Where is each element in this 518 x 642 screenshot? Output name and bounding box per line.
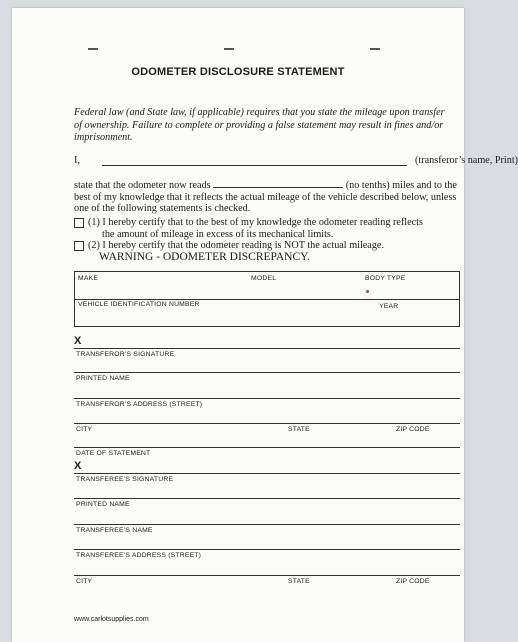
certification-2-text: (2) I hereby certify that the odometer reading is NOT the actual mileage. xyxy=(88,240,384,251)
transferee-name-line[interactable] xyxy=(74,524,460,525)
vehicle-box-divider xyxy=(75,299,459,300)
transferor-printed-name-line[interactable] xyxy=(74,372,460,373)
federal-law-notice: Federal law (and State law, if applicable) requires that you state the mileage upon transfer of ownership. Failure to complete or providing a false statement may result in fines and/or imprisonment. xyxy=(74,107,445,143)
transferor-date-line[interactable] xyxy=(74,447,460,448)
form-title: ODOMETER DISCLOSURE STATEMENT xyxy=(131,66,345,78)
transferor-city-label: CITY xyxy=(76,426,93,433)
transferor-signature-label: TRANSFEROR’S SIGNATURE xyxy=(76,351,175,358)
transferee-x-mark: X xyxy=(74,460,82,472)
transferee-signature-label: TRANSFEREE’S SIGNATURE xyxy=(76,476,174,483)
transferor-city-line[interactable] xyxy=(74,423,460,424)
transferee-signature-line[interactable] xyxy=(74,473,460,474)
punch-mark-center xyxy=(224,48,234,50)
warning-text: WARNING - ODOMETER DISCREPANCY. xyxy=(99,251,310,263)
vin-label: VEHICLE IDENTIFICATION NUMBER xyxy=(78,301,200,308)
body-type-label: BODY TYPE xyxy=(365,275,406,282)
transferor-signature-line[interactable] xyxy=(74,348,460,349)
odometer-statement xyxy=(74,178,466,215)
certification-2-checkbox[interactable] xyxy=(74,241,84,251)
transferor-date-label: DATE OF STATEMENT xyxy=(76,450,151,457)
certification-1-line2: the amount of mileage in excess of its mechanical limits. xyxy=(102,228,334,240)
transferee-city-line[interactable] xyxy=(74,575,460,576)
transferor-name-field[interactable] xyxy=(102,165,407,166)
statement-part1: state that the odometer now reads xyxy=(74,180,211,191)
make-label: MAKE xyxy=(78,275,99,282)
transferee-address-label: TRANSFEREE’S ADDRESS (STREET) xyxy=(76,552,202,559)
transferor-x-mark: X xyxy=(74,335,82,347)
certification-1-checkbox[interactable] xyxy=(74,218,84,228)
transferee-zip-label: ZIP CODE xyxy=(396,578,430,585)
year-label: YEAR xyxy=(379,303,399,310)
transferee-state-label: STATE xyxy=(288,578,310,585)
transferee-name-label: TRANSFEREE’S NAME xyxy=(76,527,153,534)
transferee-printed-name-line[interactable] xyxy=(74,498,460,499)
transferee-printed-name-label: PRINTED NAME xyxy=(76,501,130,508)
transferor-name-line xyxy=(74,153,518,167)
transferee-city-label: CITY xyxy=(76,578,93,585)
vehicle-info-box xyxy=(74,271,460,327)
red-dot-mark xyxy=(366,290,369,293)
transferor-address-line[interactable] xyxy=(74,398,460,399)
transferor-address-label: TRANSFEROR’S ADDRESS (STREET) xyxy=(76,401,203,408)
transferor-state-label: STATE xyxy=(288,426,310,433)
transferor-name-hint: (transferor’s name, Print) xyxy=(415,155,518,166)
footer-url[interactable]: www.carlotsupplies.com xyxy=(74,616,149,623)
punch-mark-right xyxy=(370,48,380,50)
transferor-printed-name-label: PRINTED NAME xyxy=(76,375,130,382)
transferor-zip-label: ZIP CODE xyxy=(396,426,430,433)
certification-1 xyxy=(74,217,464,241)
transferee-address-line[interactable] xyxy=(74,549,460,550)
i-label: I, xyxy=(74,155,80,166)
form-page xyxy=(12,8,518,642)
statement-part2: (no tenths) miles and to the best of my knowledge that it reflects the actual mileage of the vehicle described below, unless one of the following statements is checked. xyxy=(74,180,457,215)
odometer-reading-field[interactable] xyxy=(213,178,343,188)
punch-mark-left xyxy=(88,48,98,50)
model-label: MODEL xyxy=(251,275,277,282)
certification-1-line1: (1) I hereby certify that to the best of my knowledge the odometer reading reflects xyxy=(88,217,423,228)
